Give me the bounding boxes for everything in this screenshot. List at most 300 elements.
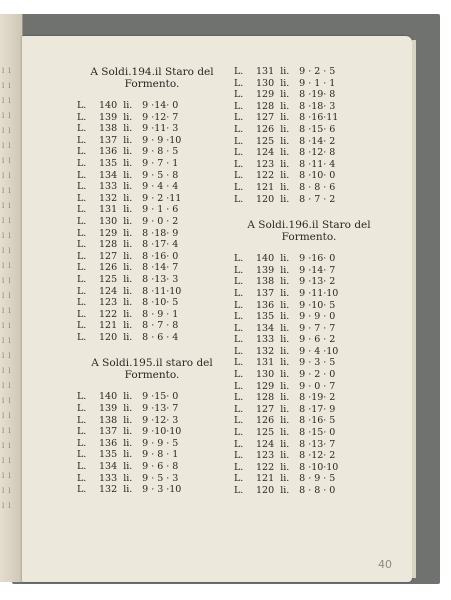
row-lira-label: L.: [234, 158, 244, 170]
row-lira-label: L.: [234, 450, 244, 462]
row-lira-label: L.: [77, 157, 87, 169]
row-value-lire: 9: [142, 215, 149, 227]
row-amount: 120: [256, 193, 275, 205]
row-lira-label: L.: [234, 193, 244, 205]
row-value-soldi: 16: [311, 253, 324, 265]
row-value-denari: 7: [329, 322, 336, 334]
row-li-label: li.: [123, 111, 133, 123]
row-li-label: li.: [123, 403, 133, 415]
row-value-lire: 9: [142, 449, 149, 461]
row-value-lire: 9: [299, 311, 306, 323]
row-amount: 136: [99, 146, 118, 158]
row-lira-label: L.: [234, 427, 244, 439]
table-row: L. 123 li. 8 ·10· 5: [77, 297, 227, 309]
row-li-label: li.: [123, 146, 133, 158]
row-value-lire: 8: [299, 415, 306, 427]
row-value-soldi: 9: [157, 437, 164, 449]
table-row: L. 134 li. 9 · 6 · 8: [77, 461, 227, 473]
row-value-soldi: 12: [311, 147, 324, 159]
row-value-denari: 0: [172, 391, 179, 403]
row-li-label: li.: [123, 414, 133, 426]
row-value-soldi: 13: [154, 273, 167, 285]
row-lira-label: L.: [234, 345, 244, 357]
row-value-denari: 10: [169, 484, 182, 496]
row-value-denari: 0: [329, 427, 336, 439]
row-amount: 120: [256, 485, 275, 496]
table-row: L. 134 li. 9 · 5 · 8: [77, 170, 227, 182]
row-li-label: li.: [280, 380, 290, 392]
facing-page-edge: l l l l l l l l l l l l l l l l l l l l l l l l l l l l l l l l l l l l l l l l l l l l l l l l l l l l l l l l l l l l: [0, 14, 23, 582]
row-amount: 136: [256, 299, 275, 311]
row-value-lire: 8: [299, 147, 306, 159]
table-row: L. 127 li. 8 ·17· 9: [234, 404, 384, 416]
row-lira-label: L.: [234, 392, 244, 404]
table-row: L. 131 li. 9 · 3 · 5: [234, 357, 384, 369]
row-amount: 131: [256, 357, 275, 369]
row-amount: 123: [256, 450, 275, 462]
row-amount: 140: [99, 100, 118, 111]
row-lira-label: L.: [234, 473, 244, 485]
table-row: L. 121 li. 8 · 8 · 6: [234, 182, 384, 194]
row-li-label: li.: [123, 262, 133, 274]
row-value-denari: 5: [172, 437, 179, 449]
row-amount: 121: [256, 473, 275, 485]
row-value-soldi: 11: [311, 158, 324, 170]
row-value-soldi: 15: [311, 427, 324, 439]
row-li-label: li.: [280, 450, 290, 462]
row-li-label: li.: [123, 449, 133, 461]
row-value-soldi: 9: [314, 311, 321, 323]
table-row: L. 130 li. 9 · 1 · 1: [234, 78, 384, 90]
row-lira-label: L.: [77, 461, 87, 473]
row-value-lire: 8: [299, 473, 306, 485]
row-amount: 124: [256, 147, 275, 159]
row-value-lire: 9: [299, 287, 306, 299]
row-value-lire: 9: [142, 134, 149, 146]
row-amount: 135: [99, 449, 118, 461]
price-table-194: [77, 100, 227, 343]
table-row: L. 132 li. 9 · 4 ·10: [234, 345, 339, 357]
table-row: L. 140 li. 9 ·14· 0: [77, 100, 227, 112]
row-value-denari: 7: [172, 111, 179, 123]
row-value-lire: 8: [299, 450, 306, 462]
row-value-lire: 9: [299, 276, 306, 288]
row-li-label: li.: [280, 123, 290, 135]
row-value-soldi: 9: [157, 308, 164, 320]
row-amount: 135: [256, 311, 275, 323]
row-amount: 131: [99, 204, 118, 216]
row-li-label: li.: [123, 157, 133, 169]
row-value-soldi: 7: [157, 157, 164, 169]
row-value-denari: 2: [329, 450, 336, 462]
row-amount: 127: [99, 250, 118, 262]
row-value-soldi: 10: [311, 170, 324, 182]
row-li-label: li.: [280, 158, 290, 170]
row-value-lire: 8: [299, 193, 306, 205]
row-li-label: li.: [280, 170, 290, 182]
row-value-denari: 0: [329, 485, 336, 496]
row-amount: 127: [256, 403, 275, 415]
row-value-denari: 10: [326, 287, 339, 299]
row-value-lire: 9: [142, 437, 149, 449]
row-value-soldi: 14: [311, 135, 324, 147]
row-li-label: li.: [280, 253, 290, 265]
row-value-lire: 8: [142, 250, 149, 262]
row-lira-label: L.: [234, 89, 244, 101]
table-row: L. 133 li. 9 · 6 · 2: [234, 334, 384, 346]
row-value-soldi: 17: [154, 239, 167, 251]
table-row: L. 132 li. 9 · 2 ·11: [77, 192, 182, 204]
table-row: L. 138 li. 9 ·12· 3: [77, 415, 227, 427]
row-value-denari: 2: [329, 276, 336, 288]
row-value-soldi: 15: [154, 391, 167, 403]
row-value-soldi: 8: [157, 449, 164, 461]
row-lira-label: L.: [234, 357, 244, 369]
row-value-soldi: 12: [154, 414, 167, 426]
row-value-lire: 9: [299, 380, 306, 392]
table-row: L. 129 li. 8 ·18· 9: [77, 228, 227, 240]
row-lira-label: L.: [77, 426, 87, 438]
row-value-soldi: 0: [157, 215, 164, 227]
row-value-soldi: 11: [154, 123, 167, 135]
row-value-lire: 8: [299, 461, 306, 473]
table-row: L. 138 li. 9 ·11· 3: [77, 123, 227, 135]
table-row: L. 128 li. 8 ·18· 3: [234, 101, 384, 113]
row-lira-label: L.: [234, 181, 244, 193]
row-value-soldi: 6: [157, 461, 164, 473]
row-value-lire: 8: [299, 438, 306, 450]
row-amount: 128: [256, 392, 275, 404]
row-lira-label: L.: [77, 134, 87, 146]
row-lira-label: L.: [77, 320, 87, 332]
row-amount: 131: [256, 66, 275, 77]
row-li-label: li.: [123, 123, 133, 135]
row-lira-label: L.: [77, 100, 87, 111]
row-lira-label: L.: [77, 414, 87, 426]
row-li-label: li.: [123, 484, 133, 496]
row-value-denari: 4: [172, 181, 179, 193]
row-lira-label: L.: [77, 123, 87, 135]
table-row: L. 135 li. 9 · 9 · 0: [234, 311, 384, 323]
row-lira-label: L.: [234, 415, 244, 427]
row-value-soldi: 10: [311, 461, 324, 473]
row-li-label: li.: [123, 181, 133, 193]
row-amount: 126: [256, 415, 275, 427]
row-value-denari: 4: [329, 158, 336, 170]
row-value-denari: 5: [329, 357, 336, 369]
row-value-denari: 5: [329, 415, 336, 427]
row-value-denari: 5: [329, 473, 336, 485]
row-li-label: li.: [123, 297, 133, 309]
row-value-lire: 9: [299, 77, 306, 89]
table-row: L. 123 li. 8 ·11· 4: [234, 159, 384, 171]
row-amount: 133: [99, 181, 118, 193]
row-value-lire: 9: [299, 322, 306, 334]
row-value-soldi: 7: [314, 193, 321, 205]
row-lira-label: L.: [77, 227, 87, 239]
table-row: L. 123 li. 8 ·12· 2: [234, 450, 384, 462]
row-li-label: li.: [123, 320, 133, 332]
row-value-denari: 2: [172, 215, 179, 227]
row-value-soldi: 10: [154, 426, 167, 438]
row-lira-label: L.: [77, 273, 87, 285]
row-li-label: li.: [123, 204, 133, 216]
row-li-label: li.: [280, 112, 290, 124]
row-value-denari: 11: [326, 112, 339, 124]
row-value-lire: 9: [142, 414, 149, 426]
row-li-label: li.: [123, 239, 133, 251]
row-amount: 125: [256, 427, 275, 439]
row-value-lire: 8: [142, 285, 149, 297]
row-amount: 134: [99, 461, 118, 473]
row-amount: 139: [99, 111, 118, 123]
row-value-denari: 8: [172, 461, 179, 473]
row-value-denari: 2: [329, 135, 336, 147]
row-amount: 139: [99, 403, 118, 415]
row-value-lire: 9: [142, 181, 149, 193]
row-amount: 135: [99, 157, 118, 169]
row-value-soldi: 12: [154, 111, 167, 123]
table-row: L. 120 li. 8 · 8 · 0: [234, 485, 384, 497]
row-value-soldi: 16: [311, 112, 324, 124]
table-row: L. 131 li. 9 · 1 · 6: [77, 204, 227, 216]
row-li-label: li.: [280, 181, 290, 193]
row-value-soldi: 18: [154, 227, 167, 239]
table-row: L. 133 li. 9 · 4 · 4: [77, 181, 227, 193]
row-li-label: li.: [280, 485, 290, 496]
row-value-denari: 8: [172, 320, 179, 332]
row-lira-label: L.: [77, 437, 87, 449]
row-amount: 137: [99, 134, 118, 146]
row-value-lire: 9: [142, 484, 149, 496]
page-edge: [412, 40, 416, 578]
row-value-denari: 5: [172, 297, 179, 309]
row-value-denari: 10: [326, 345, 339, 357]
table-row: L. 139 li. 9 ·13· 7: [77, 403, 227, 415]
row-li-label: li.: [123, 250, 133, 262]
row-li-label: li.: [280, 427, 290, 439]
row-value-lire: 9: [299, 357, 306, 369]
row-amount: 120: [99, 331, 118, 343]
row-lira-label: L.: [77, 391, 87, 403]
row-li-label: li.: [280, 193, 290, 205]
row-value-soldi: 10: [154, 297, 167, 309]
table-row: L. 128 li. 8 ·17· 4: [77, 239, 227, 251]
row-value-lire: 9: [142, 472, 149, 484]
table-heading-195: A Soldi.195.il staro del Formento.: [91, 357, 213, 382]
table-row: L. 121 li. 8 · 7 · 8: [77, 320, 227, 332]
row-amount: 122: [99, 308, 118, 320]
row-value-soldi: 2: [314, 369, 321, 381]
row-value-soldi: 1: [157, 204, 164, 216]
table-row: L. 134 li. 9 · 7 · 7: [234, 323, 384, 335]
row-li-label: li.: [280, 415, 290, 427]
table-row: L. 136 li. 9 · 9 · 5: [77, 438, 227, 450]
row-amount: 125: [256, 135, 275, 147]
row-lira-label: L.: [234, 66, 244, 77]
row-li-label: li.: [123, 169, 133, 181]
row-value-soldi: 10: [311, 299, 324, 311]
row-lira-label: L.: [77, 250, 87, 262]
left-column: [77, 66, 227, 496]
table-row: L. 125 li. 8 ·14· 2: [234, 136, 384, 148]
row-value-lire: 9: [142, 426, 149, 438]
row-value-lire: 9: [299, 253, 306, 265]
row-li-label: li.: [280, 77, 290, 89]
row-value-soldi: 2: [314, 66, 321, 77]
row-value-denari: 8: [329, 147, 336, 159]
row-value-denari: 4: [172, 331, 179, 343]
row-value-denari: 8: [329, 89, 336, 101]
row-amount: 121: [99, 320, 118, 332]
row-amount: 121: [256, 181, 275, 193]
row-value-soldi: 7: [314, 322, 321, 334]
row-value-lire: 9: [142, 123, 149, 135]
row-value-lire: 9: [142, 403, 149, 415]
row-li-label: li.: [123, 134, 133, 146]
row-amount: 130: [256, 77, 275, 89]
table-row: L. 124 li. 8 ·13· 7: [234, 439, 384, 451]
row-amount: 125: [99, 273, 118, 285]
row-lira-label: L.: [77, 192, 87, 204]
row-value-soldi: 8: [314, 181, 321, 193]
row-li-label: li.: [280, 66, 290, 77]
table-row: L. 122 li. 8 · 9 · 1: [77, 309, 227, 321]
row-lira-label: L.: [234, 461, 244, 473]
row-value-lire: 8: [299, 123, 306, 135]
row-value-lire: 9: [299, 369, 306, 381]
row-value-soldi: 5: [157, 169, 164, 181]
row-li-label: li.: [280, 135, 290, 147]
row-lira-label: L.: [234, 264, 244, 276]
row-amount: 132: [99, 192, 118, 204]
row-amount: 130: [99, 215, 118, 227]
row-value-lire: 8: [142, 308, 149, 320]
row-value-denari: 1: [172, 449, 179, 461]
row-value-lire: 8: [299, 485, 306, 496]
row-value-denari: 3: [172, 273, 179, 285]
row-value-soldi: 19: [311, 392, 324, 404]
row-value-denari: 6: [329, 181, 336, 193]
row-lira-label: L.: [234, 123, 244, 135]
row-lira-label: L.: [234, 380, 244, 392]
table-row: L. 139 li. 9 ·14· 7: [234, 265, 384, 277]
row-value-denari: 7: [172, 262, 179, 274]
row-li-label: li.: [280, 89, 290, 101]
row-value-denari: 10: [169, 285, 182, 297]
row-value-soldi: 9: [157, 134, 164, 146]
table-row: L. 124 li. 8 ·11·10: [77, 285, 182, 297]
row-lira-label: L.: [234, 147, 244, 159]
row-value-denari: 0: [329, 311, 336, 323]
row-amount: 137: [256, 287, 275, 299]
table-row: L. 132 li. 9 · 3 ·10: [77, 484, 182, 496]
table-row: L. 130 li. 9 · 0 · 2: [77, 216, 227, 228]
table-row: L. 121 li. 8 · 9 · 5: [234, 473, 384, 485]
row-value-lire: 8: [299, 100, 306, 112]
row-value-denari: 11: [169, 192, 182, 204]
row-value-lire: 9: [299, 299, 306, 311]
row-value-denari: 8: [172, 169, 179, 181]
row-value-soldi: 2: [157, 192, 164, 204]
book-page: [22, 36, 412, 582]
row-value-denari: 5: [172, 146, 179, 158]
row-value-soldi: 19: [311, 89, 324, 101]
row-value-soldi: 15: [311, 123, 324, 135]
row-li-label: li.: [280, 369, 290, 381]
row-li-label: li.: [123, 437, 133, 449]
row-lira-label: L.: [77, 484, 87, 496]
row-value-denari: 6: [172, 204, 179, 216]
row-value-denari: 2: [329, 193, 336, 205]
row-value-soldi: 14: [154, 262, 167, 274]
row-value-denari: 1: [172, 157, 179, 169]
row-amount: 140: [99, 391, 118, 403]
row-amount: 126: [99, 262, 118, 274]
row-value-soldi: 1: [314, 77, 321, 89]
row-li-label: li.: [280, 147, 290, 159]
row-value-denari: 5: [329, 66, 336, 77]
table-row: L. 125 li. 8 ·13· 3: [77, 274, 227, 286]
row-value-denari: 2: [329, 392, 336, 404]
row-amount: 133: [99, 472, 118, 484]
row-value-lire: 8: [299, 427, 306, 439]
row-lira-label: L.: [234, 287, 244, 299]
row-value-lire: 9: [299, 66, 306, 77]
row-lira-label: L.: [77, 146, 87, 158]
row-li-label: li.: [280, 403, 290, 415]
row-value-denari: 0: [329, 170, 336, 182]
row-value-lire: 9: [142, 100, 149, 111]
row-amount: 132: [256, 345, 275, 357]
row-value-lire: 8: [142, 262, 149, 274]
table-row: L. 125 li. 8 ·15· 0: [234, 427, 384, 439]
row-amount: 127: [256, 112, 275, 124]
row-li-label: li.: [280, 100, 290, 112]
row-value-lire: 8: [299, 170, 306, 182]
row-lira-label: L.: [234, 403, 244, 415]
row-value-soldi: 13: [311, 438, 324, 450]
row-value-denari: 7: [172, 403, 179, 415]
row-value-soldi: 3: [314, 357, 321, 369]
table-row: L. 135 li. 9 · 7 · 1: [77, 158, 227, 170]
row-li-label: li.: [123, 461, 133, 473]
row-amount: 134: [99, 169, 118, 181]
row-li-label: li.: [280, 287, 290, 299]
row-li-label: li.: [123, 285, 133, 297]
row-lira-label: L.: [77, 297, 87, 309]
row-value-lire: 9: [142, 391, 149, 403]
row-li-label: li.: [280, 438, 290, 450]
table-row: L. 130 li. 9 · 2 · 0: [234, 369, 384, 381]
row-value-lire: 9: [142, 146, 149, 158]
row-value-denari: 10: [169, 134, 182, 146]
row-lira-label: L.: [234, 253, 244, 265]
row-li-label: li.: [280, 299, 290, 311]
row-value-soldi: 8: [157, 146, 164, 158]
table-row: L. 137 li. 9 ·11·10: [234, 287, 339, 299]
row-value-lire: 8: [299, 112, 306, 124]
row-value-soldi: 0: [314, 380, 321, 392]
row-li-label: li.: [280, 473, 290, 485]
row-lira-label: L.: [77, 215, 87, 227]
row-lira-label: L.: [77, 449, 87, 461]
row-value-denari: 9: [172, 227, 179, 239]
row-amount: 133: [256, 334, 275, 346]
table-row: L. 135 li. 9 · 8 · 1: [77, 449, 227, 461]
row-lira-label: L.: [77, 169, 87, 181]
row-amount: 137: [99, 426, 118, 438]
